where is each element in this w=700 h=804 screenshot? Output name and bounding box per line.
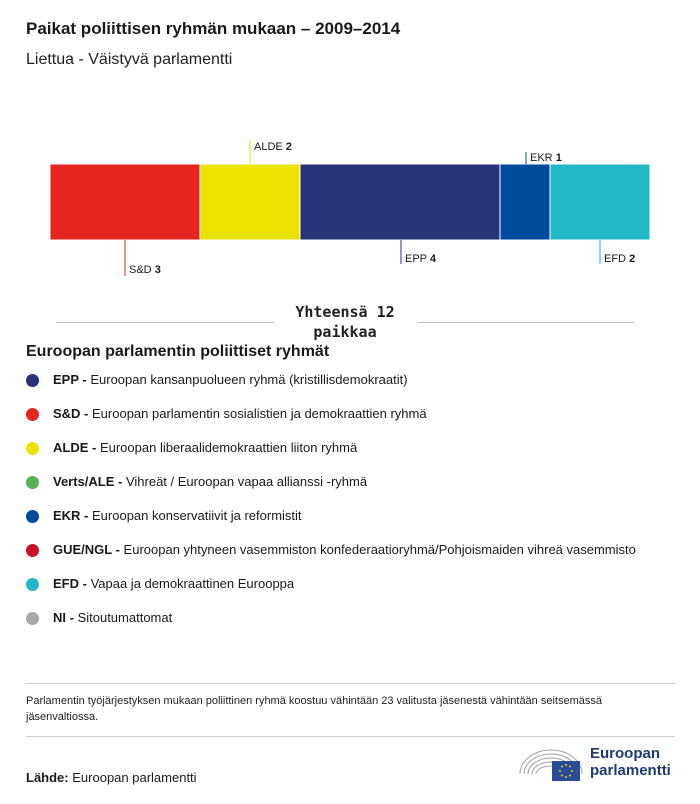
legend-abbr: NI - [53, 610, 78, 625]
stacked-seat-bar-chart [0, 130, 700, 290]
legend-swatch [26, 408, 39, 421]
logo-line1: Euroopan [590, 745, 660, 762]
source [26, 770, 197, 785]
legend-swatch [26, 476, 39, 489]
legend-item [26, 507, 666, 525]
bar-segment-epp [300, 164, 500, 240]
legend-text: Euroopan parlamentin sosialistien ja demokraattien ryhmä [92, 406, 427, 421]
chart-title: Paikat poliittisen ryhmän mukaan – 2009–2014 [26, 19, 401, 38]
segment-label-epp: EPP 4 [405, 253, 436, 265]
legend-text: Euroopan liberaalidemokraattien liiton ryhmä [99, 440, 358, 455]
legend-text: Vapaa ja demokraattinen Eurooppa [90, 576, 295, 591]
bar-segment-alde [200, 164, 300, 240]
legend-text: Sitoutumattomat [77, 610, 173, 625]
legend-swatch [26, 578, 39, 591]
legend-swatch [26, 374, 39, 387]
bar-segment-ekr [500, 164, 550, 240]
legend-abbr: S&D - [53, 406, 92, 421]
legend-item [26, 473, 666, 491]
source-label: Lähde: [26, 770, 69, 785]
legend-item [26, 609, 666, 627]
chart-subtitle: Liettua - Väistyvä parlamentti [26, 51, 233, 68]
legend-swatch [26, 442, 39, 455]
legend-item [26, 405, 666, 423]
segment-label-sd: S&D 3 [129, 264, 161, 276]
total-divider-right [418, 322, 634, 323]
legend-abbr: ALDE - [53, 440, 100, 455]
divider-top [26, 683, 675, 684]
legend-abbr: GUE/NGL - [53, 542, 124, 557]
segment-label-efd: EFD 2 [604, 253, 636, 265]
european-parliament-logo [518, 744, 678, 784]
legend-item [26, 575, 666, 593]
legend-text: Vihreät / Euroopan vapaa allianssi -ryhmä [125, 474, 368, 489]
legend-abbr: EKR - [53, 508, 92, 523]
legend-abbr: EFD - [53, 576, 91, 591]
european-parliament-logo-icon [518, 744, 584, 784]
legend-title: Euroopan parlamentin poliittiset ryhmät [26, 343, 330, 360]
bar-segment-sd [50, 164, 200, 240]
legend-swatch [26, 544, 39, 557]
legend-item [26, 371, 666, 389]
legend-text: Euroopan konservatiivit ja reformistit [92, 508, 302, 523]
total-seats-line1: Yhteensä 12 [295, 303, 395, 321]
legend-swatch [26, 510, 39, 523]
legend-abbr: Verts/ALE - [53, 474, 126, 489]
legend-text: Euroopan yhtyneen vasemmiston konfederaatioryhmä/Pohjoismaiden vihreä vasemmisto [123, 542, 636, 557]
source-text: Euroopan parlamentti [72, 770, 197, 785]
bar-segment-efd [550, 164, 650, 240]
legend-item [26, 541, 666, 559]
total-seats-label [270, 302, 420, 342]
legend [26, 371, 666, 643]
legend-abbr: EPP - [53, 372, 91, 387]
logo-wordmark [590, 745, 671, 779]
footnote: Parlamentin työjärjestyksen mukaan poliittinen ryhmä koostuu vähintään 23 valitusta jäsenestä vähintään seitsemässä jäsenvaltiossa. [26, 695, 602, 723]
legend-item [26, 439, 666, 457]
logo-line2: parlamentti [590, 762, 671, 779]
total-divider-left [56, 322, 274, 323]
legend-swatch [26, 612, 39, 625]
segment-label-alde: ALDE 2 [254, 141, 292, 153]
divider-bottom [26, 736, 675, 737]
segment-label-ekr: EKR 1 [530, 152, 562, 164]
legend-text: Euroopan kansanpuolueen ryhmä (kristillisdemokraatit) [90, 372, 408, 387]
total-seats-line2: paikkaa [313, 323, 377, 341]
